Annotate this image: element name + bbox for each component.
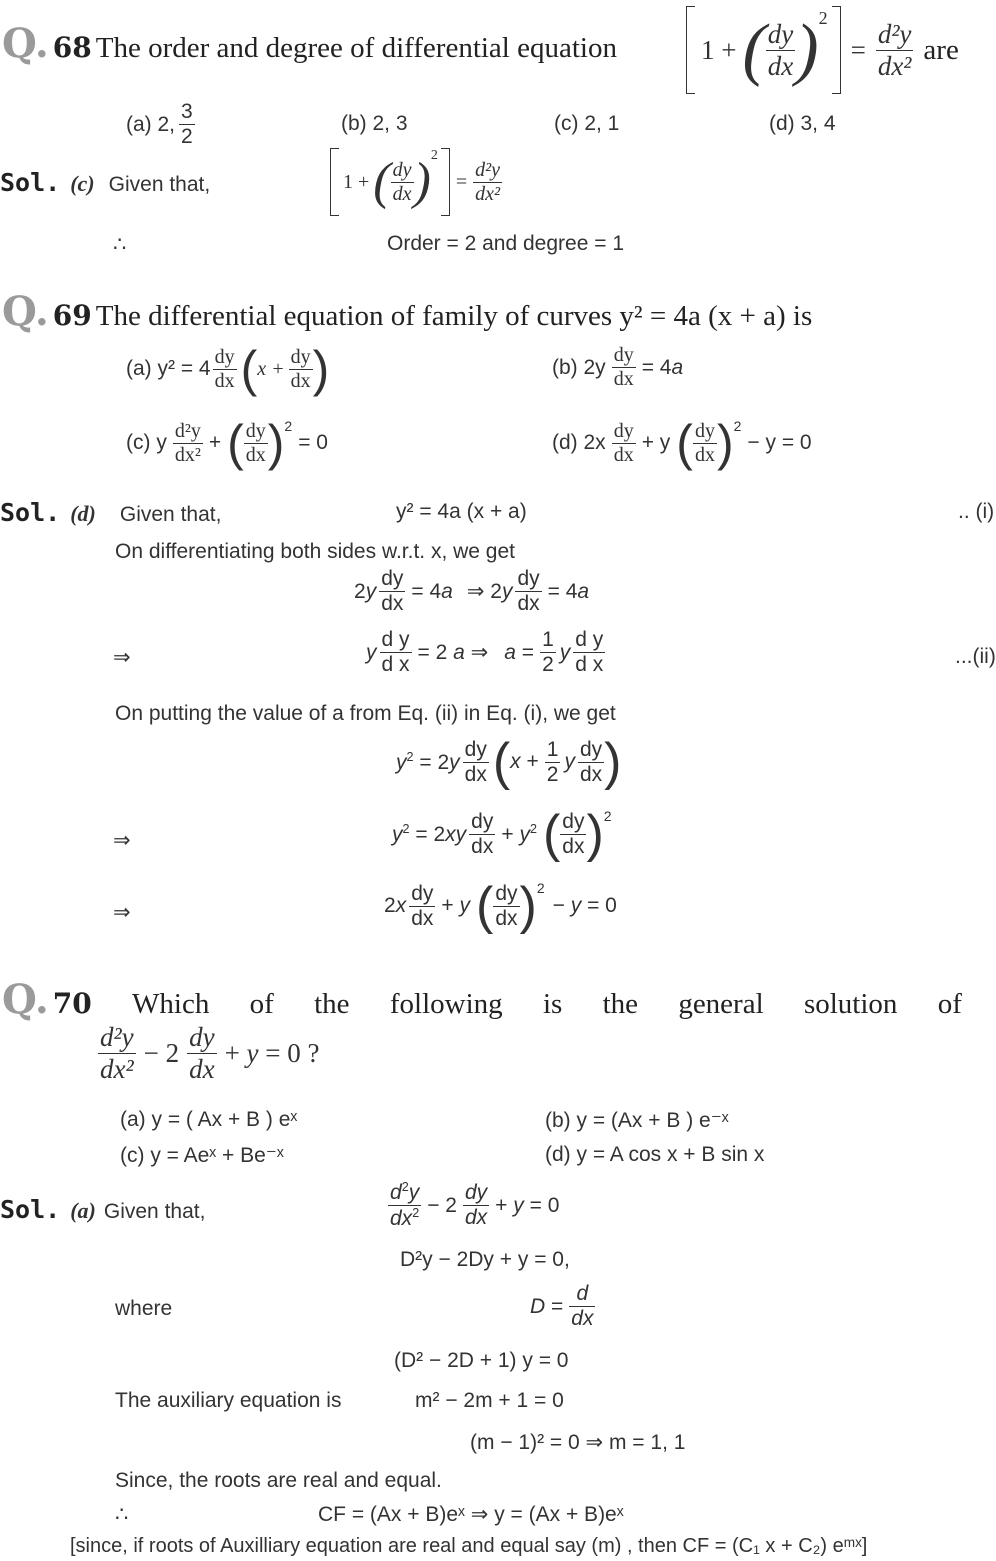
eq-denominator: dx²: [877, 50, 912, 81]
sol-label: Sol.: [0, 498, 61, 527]
question-word: is: [542, 988, 563, 1020]
equation-ref-ii: ...(ii): [955, 645, 996, 668]
q70-aux-eq: m² − 2m + 1 = 0: [415, 1389, 564, 1412]
question-text: The order and degree of differential equation: [95, 32, 617, 64]
eq-numerator: dy: [392, 158, 412, 181]
q70-note: [since, if roots of Auxilliary equation are real and equal say (m) , then CF = (C₁ x + C₂) eᵐˣ]: [70, 1535, 868, 1557]
eq-numerator: d²y: [877, 18, 912, 49]
q69-given-eq: y² = 4a (x + a): [396, 500, 527, 523]
question-word: of: [937, 988, 962, 1020]
q70-equation: $\frac{\text{d²y}}{\text{dx²}}$ − 2 $\frac{dy}{dx}$ + y = 0 ?: [100, 1022, 320, 1084]
implies-icon: ⇒: [113, 829, 131, 852]
question-word: general: [678, 988, 764, 1020]
option-label: (c) y: [126, 431, 167, 454]
q70-option-d: (d) y = A cos x + B sin x: [545, 1143, 765, 1166]
q68-result: Order = 2 and degree = 1: [387, 232, 624, 255]
q70-header: [2, 976, 962, 1023]
q70-option-a: (a) y = ( Ax + B ) eˣ: [120, 1108, 298, 1131]
eq-numerator: d²y: [475, 158, 500, 181]
eq-numerator: dy: [767, 18, 794, 49]
implies-icon: ⇒: [113, 646, 131, 669]
q69-step-3: $y^2 = 2y$ $\frac{dy}{dx}$ ( x + $\frac{1}{2}$ y $\frac{dy}{dx}$ ): [396, 733, 622, 791]
eq-denominator: dx: [767, 50, 794, 81]
sol-given: Given that,: [119, 503, 222, 526]
q70-solution-header: [0, 1195, 205, 1224]
question-mark-icon: Q.: [2, 976, 49, 1023]
option-label: (a) 2,: [126, 112, 176, 136]
eq-tail: are: [923, 33, 959, 66]
q69-option-c: (c) y $\frac{\text{d²y}}{\text{dx²}}$ + ( $\frac{dy}{dx}$ ) 2 = 0: [126, 415, 328, 471]
option-fraction-den: 2: [181, 125, 193, 148]
q69-option-d: (d) 2x $\frac{dy}{dx}$ + y ( $\frac{dy}{dx}$ ) 2 − y = 0: [552, 415, 812, 471]
q69-step-5: 2x $\frac{dy}{dx}$ + y ( $\frac{dy}{dx}$ ) 2 − y = 0: [384, 877, 617, 935]
q69-step-1: 2y $\frac{dy}{dx}$ = 4a ⇒ 2y $\frac{dy}{dx}$ = 4a: [354, 567, 590, 615]
question-number: 68: [52, 31, 92, 64]
question-word: the: [314, 988, 350, 1020]
sol-answer: (c): [70, 171, 95, 196]
q69-option-b: (b) 2y $\frac{dy}{dx}$ = 4a: [552, 344, 684, 390]
q70-aux-text: The auxiliary equation is: [115, 1389, 342, 1412]
q70-d-def: D = $\frac{d}{dx}$: [530, 1282, 594, 1330]
q69-header: [2, 288, 812, 335]
question-word: solution: [803, 988, 898, 1020]
question-mark-icon: Q.: [2, 20, 49, 67]
option-label: (d) 2x: [552, 431, 606, 454]
q70-option-c: (c) y = Aeˣ + Be⁻ˣ: [120, 1144, 284, 1167]
question-word: the: [602, 988, 639, 1020]
q70-roots-eq: (m − 1)² = 0 ⇒ m = 1, 1: [470, 1431, 686, 1454]
therefore-icon: ∴: [113, 233, 127, 256]
q70-since-text: Since, the roots are real and equal.: [115, 1469, 442, 1492]
q68-header: [2, 20, 617, 67]
q68-option-d: (d) 3, 4: [769, 112, 836, 135]
q70-option-b: (b) y = (Ax + B ) e⁻ˣ: [545, 1109, 729, 1132]
q69-put-text: On putting the value of a from Eq. (ii) in Eq. (i), we get: [115, 702, 616, 725]
q68-option-b: (b) 2, 3: [341, 112, 408, 135]
q69-option-a: (a) y² = 4 $\frac{dy}{dx}$ ( x + $\frac{dy}{dx}$ ): [126, 341, 330, 397]
q69-diff-text: On differentiating both sides w.r.t. x, we get: [115, 540, 516, 563]
q68-equation: 1 + ( $\frac{dy}{dx}$ ) 2 = $\frac{\text{d²y}}{\text{dx²}}$ are: [686, 6, 959, 94]
q70-cf-eq: CF = (Ax + B)eˣ ⇒ y = (Ax + B)eˣ: [318, 1503, 624, 1526]
q68-option-c: (c) 2, 1: [554, 112, 620, 135]
sol-given: Given that,: [103, 1200, 206, 1223]
sol-answer: (d): [70, 501, 96, 526]
sol-label: Sol.: [0, 168, 61, 197]
question-word: Which: [132, 988, 210, 1020]
q69-step-4: $y^2 = 2xy$ $\frac{dy}{dx}$ + $y^2$ ( $\frac{dy}{dx}$ ) 2: [392, 805, 612, 863]
question-text: The differential equation of family of curves y² = 4a (x + a) is: [95, 300, 813, 332]
therefore-icon: ∴: [115, 1503, 129, 1526]
option-label: (b) 2y: [552, 355, 606, 379]
q70-op-form: (D² − 2D + 1) y = 0: [394, 1349, 569, 1372]
question-word: of: [249, 988, 274, 1020]
eq-term: 1 +: [343, 170, 370, 193]
eq-term: 1 +: [701, 34, 737, 65]
option-label: (a) y² = 4: [126, 357, 211, 380]
sol-answer: (a): [70, 1198, 96, 1223]
q68-solution-header: [0, 168, 210, 197]
q70-d-form: D²y − 2Dy + y = 0,: [400, 1248, 570, 1271]
implies-icon: ⇒: [113, 901, 131, 924]
q70-given-eq: $\frac{d^2y}{dx^2}$ − 2 $\frac{dy}{dx}$ + y = 0: [390, 1180, 560, 1230]
eq-denominator: dx²: [475, 182, 500, 205]
q69-solution-header: [0, 498, 221, 527]
question-number: 70: [52, 987, 92, 1020]
question-mark-icon: Q.: [2, 288, 49, 335]
eq-denominator: dx: [392, 182, 412, 205]
sol-label: Sol.: [0, 1195, 61, 1224]
q70-where: where: [115, 1297, 173, 1320]
q68-sol-equation: 1 + ( $\frac{dy}{dx}$ ) 2 = $\frac{\text{d²y}}{\text{dx²}}$: [330, 148, 502, 216]
question-word: following: [389, 988, 503, 1020]
eq-power: 2: [430, 148, 438, 163]
sol-given: Given that,: [108, 173, 211, 196]
question-number: 69: [52, 299, 92, 332]
option-fraction-num: 3: [181, 100, 193, 123]
eq-equals: =: [850, 34, 866, 65]
q68-option-a: [126, 100, 195, 149]
q69-step-2: y $\frac{\text{d y}}{\text{d x}}$ = 2 a ⇒ a = $\frac{1}{2}$ y $\frac{\text{d y}}{\text{d x}}$: [366, 628, 604, 676]
equation-ref-i: .. (i): [958, 500, 995, 523]
eq-power: 2: [818, 8, 828, 28]
eq-equals: =: [455, 170, 468, 193]
